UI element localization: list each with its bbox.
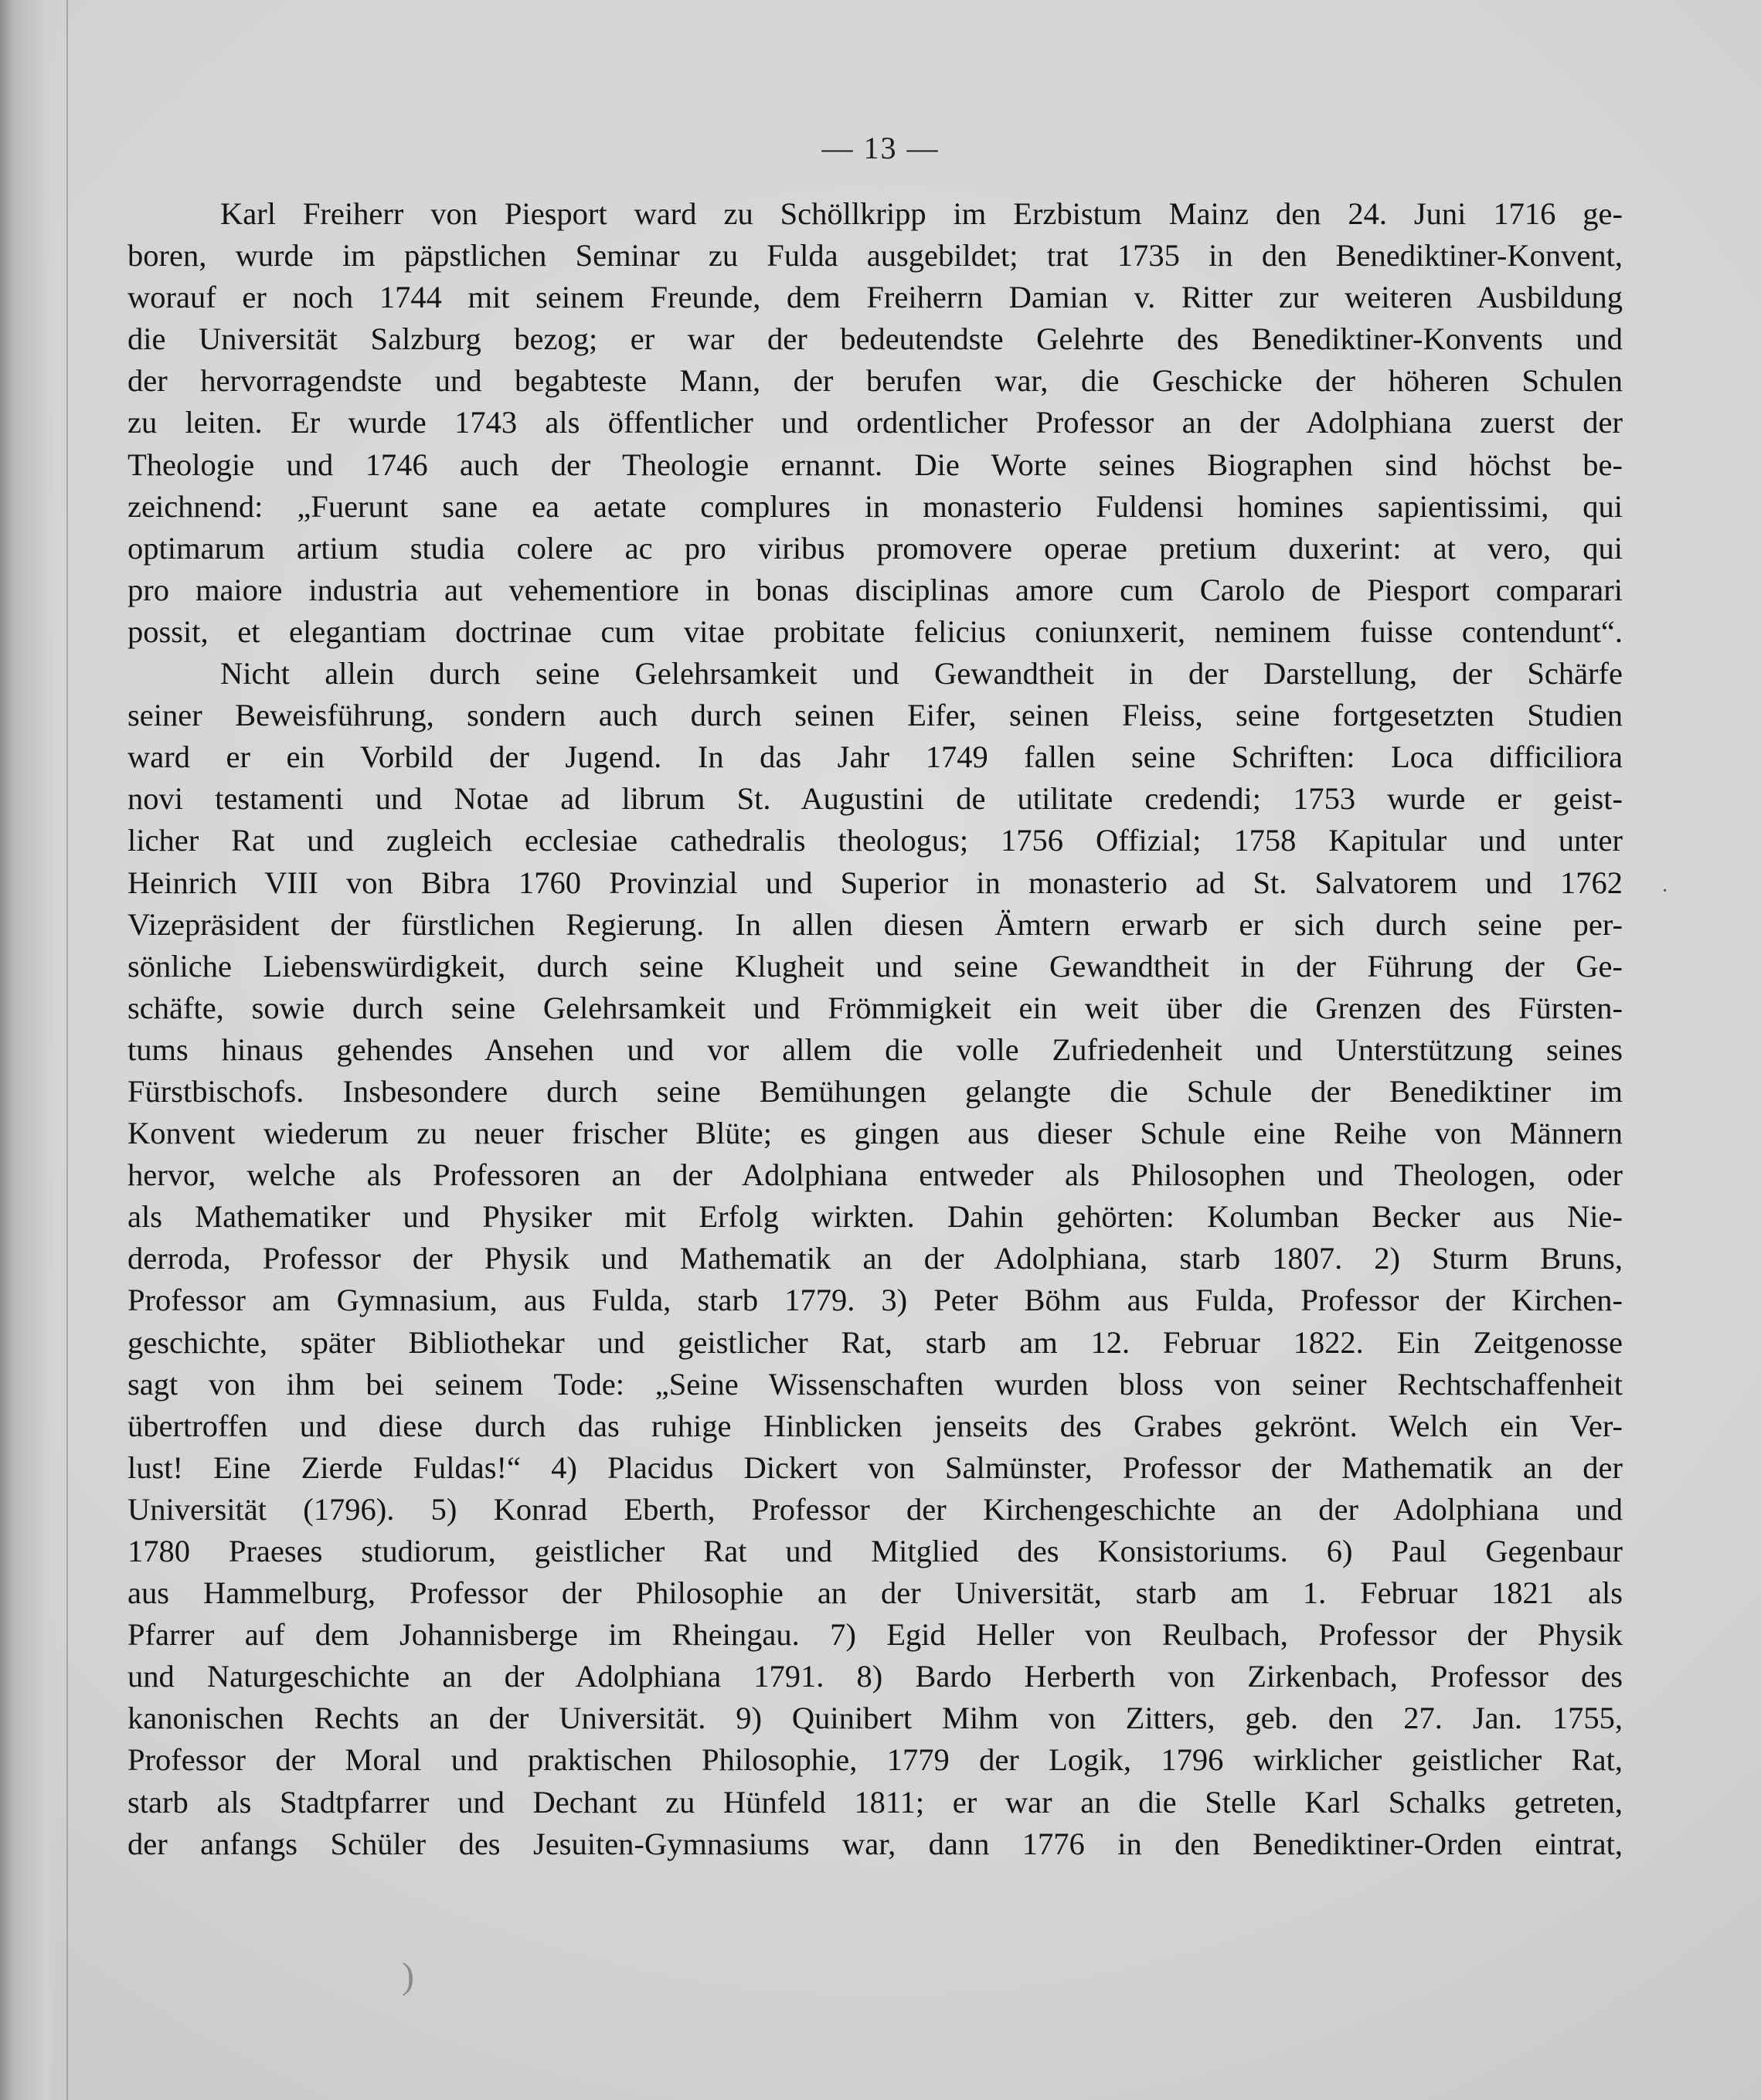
text-line: lust! Eine Zierde Fuldas!“ 4) Placidus Dickert von Salmünster, Professor der Mathematik an der [127,1449,1623,1485]
text-line: novi testamenti und Notae ad librum St. Augustini de utilitate credendi; 1753 wurde er geist- [127,781,1623,817]
text-line: Karl Freiherr von Piesport ward zu Schöllkripp im Erzbistum Mainz den 24. Juni 1716 ge- [220,196,1623,231]
text-line: Universität (1796). 5) Konrad Eberth, Professor der Kirchengeschichte an der Adolphiana und [127,1491,1623,1527]
scan-speck: ) [402,1956,414,1996]
text-line: Theologie und 1746 auch der Theologie ernannt. Die Worte seines Biographen sind höchst be- [127,447,1623,482]
text-line: starb als Stadtpfarrer und Dechant zu Hünfeld 1811; er war an die Stelle Karl Schalks getreten, [127,1784,1623,1820]
text-line: Pfarrer auf dem Johannisberge im Rheingau. 7) Egid Heller von Reulbach, Professor der Physik [127,1617,1623,1653]
text-line: schäfte, sowie durch seine Gelehrsamkeit und Frömmigkeit ein weit über die Grenzen des Fürsten- [127,990,1623,1025]
text-line: ward er ein Vorbild der Jugend. In das Jahr 1749 fallen seine Schriften: Loca difficiliora [127,739,1623,775]
text-line: Konvent wiederum zu neuer frischer Blüte; es gingen aus dieser Schule eine Reihe von Männern [127,1116,1623,1151]
text-line: und Naturgeschichte an der Adolphiana 1791. 8) Bardo Herberth von Zirkenbach, Professor des [127,1659,1623,1694]
text-line: Fürstbischofs. Insbesondere durch seine Bemühungen gelangte die Schule der Benediktiner im [127,1073,1623,1109]
scan-speck: · [1661,879,1669,903]
text-line: aus Hammelburg, Professor der Philosophie an der Universität, starb am 1. Februar 1821 als [127,1575,1623,1611]
text-line: Professor am Gymnasium, aus Fulda, starb 1779. 3) Peter Böhm aus Fulda, Professor der Kirchen- [127,1283,1623,1318]
text-line: zu leiten. Er wurde 1743 als öffentlicher und ordentlicher Professor an der Adolphiana zuerst der [127,405,1623,440]
text-line: worauf er noch 1744 mit seinem Freunde, dem Freiherrn Damian v. Ritter zur weiteren Ausbildung [127,280,1623,315]
text-line: der anfangs Schüler des Jesuiten-Gymnasiums war, dann 1776 in den Benediktiner-Orden eintrat, [127,1826,1623,1861]
text-line: boren, wurde im päpstlichen Seminar zu Fulda ausgebildet; trat 1735 in den Benediktiner-Konvent, [127,238,1623,274]
page-edge-line [66,0,68,2100]
text-line: licher Rat und zugleich ecclesiae cathedralis theologus; 1756 Offizial; 1758 Kapitular und unter [127,823,1623,858]
text-line: sagt von ihm bei seinem Tode: „Seine Wissenschaften wurden bloss von seiner Rechtschaffenheit [127,1366,1623,1402]
text-line: 1780 Praeses studiorum, geistlicher Rat und Mitglied des Konsistoriums. 6) Paul Gegenbaur [127,1534,1623,1568]
text-line: geschichte, später Bibliothekar und geistlicher Rat, starb am 12. Februar 1822. Ein Zeitgenosse [127,1324,1623,1360]
text-line: kanonischen Rechts an der Universität. 9) Quinibert Mihm von Zitters, geb. den 27. Jan. 1755, [127,1701,1623,1736]
text-line: Heinrich VIII von Bibra 1760 Provinzial und Superior in monasterio ad St. Salvatorem und 1762 [127,865,1623,900]
page-gutter-shadow [0,0,56,2100]
text-line: Vizepräsident der fürstlichen Regierung. In allen diesen Ämtern erwarb er sich durch seine per- [127,906,1623,942]
text-line: Professor der Moral und praktischen Philosophie, 1779 der Logik, 1796 wirklicher geistlicher Rat, [127,1742,1623,1778]
text-line: der hervorragendste und begabteste Mann, der berufen war, die Geschicke der höheren Schulen [127,363,1623,399]
text-line: possit, et elegantiam doctrinae cum vitae probitate felicius coniunxerit, neminem fuisse contendunt“. [127,613,1623,649]
text-line: seiner Beweisführung, sondern auch durch seinen Eifer, seinen Fleiss, seine fortgesetzten Studien [127,698,1623,733]
text-line: sönliche Liebenswürdigkeit, durch seine Klugheit und seine Gewandtheit in der Führung der Ge- [127,948,1623,984]
text-line: übertroffen und diese durch das ruhige Hinblicken jenseits des Grabes gekrönt. Welch ein Ver- [127,1408,1623,1443]
text-line: tums hinaus gehendes Ansehen und vor allem die volle Zufriedenheit und Unterstützung seines [127,1031,1623,1067]
body-text [127,193,1623,1865]
text-line: pro maiore industria aut vehementiore in bonas disciplinas amore cum Carolo de Piesport comparari [127,572,1623,607]
text-line: hervor, welche als Professoren an der Adolphiana entweder als Philosophen und Theologen, oder [127,1157,1623,1193]
text-line: derroda, Professor der Physik und Mathematik an der Adolphiana, starb 1807. 2) Sturm Bruns, [127,1241,1623,1276]
text-line: die Universität Salzburg bezog; er war der bedeutendste Gelehrte des Benediktiner-Konvents und [127,321,1623,357]
text-line: zeichnend: „Fuerunt sane ea aetate complures in monasterio Fuldensi homines sapientissimi, qui [127,488,1623,524]
text-line: als Mathematiker und Physiker mit Erfolg wirkten. Dahin gehörten: Kolumban Becker aus Nie- [127,1199,1623,1235]
page-number: — 13 — [821,131,940,165]
text-line: Nicht allein durch seine Gelehrsamkeit und Gewandtheit in der Darstellung, der Schärfe [220,656,1623,692]
text-line: optimarum artium studia colere ac pro viribus promovere operae pretium duxerint: at vero, qui [127,530,1623,566]
